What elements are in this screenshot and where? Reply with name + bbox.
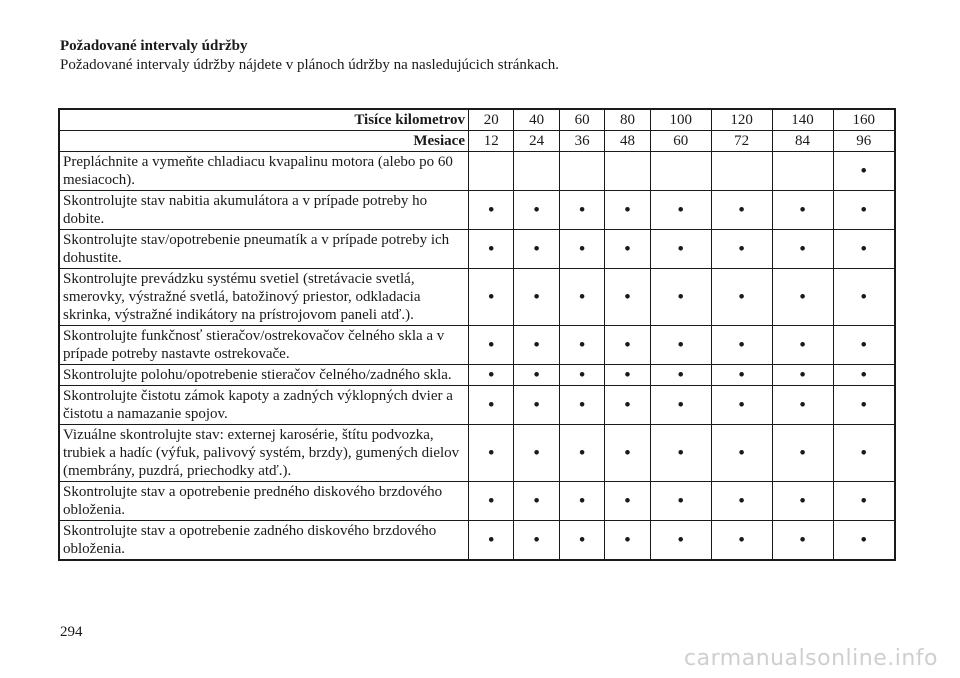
interval-mark: •	[650, 365, 711, 386]
interval-mark: •	[650, 230, 711, 269]
km-value: 120	[711, 109, 772, 131]
interval-mark: •	[514, 365, 559, 386]
interval-mark: •	[833, 230, 895, 269]
interval-mark: •	[833, 269, 895, 326]
interval-mark: •	[514, 191, 559, 230]
table-row	[59, 152, 895, 191]
km-value: 20	[469, 109, 514, 131]
interval-empty	[469, 152, 514, 191]
interval-mark: •	[469, 482, 514, 521]
table-row	[59, 365, 895, 386]
interval-mark: •	[514, 425, 559, 482]
interval-mark: •	[605, 482, 650, 521]
interval-mark: •	[559, 386, 604, 425]
months-value: 48	[605, 131, 650, 152]
interval-mark: •	[469, 326, 514, 365]
km-value: 160	[833, 109, 895, 131]
interval-mark: •	[514, 482, 559, 521]
interval-mark: •	[514, 386, 559, 425]
months-value: 72	[711, 131, 772, 152]
table-row	[59, 326, 895, 365]
km-value: 80	[605, 109, 650, 131]
interval-mark: •	[605, 230, 650, 269]
km-value: 100	[650, 109, 711, 131]
interval-mark: •	[772, 521, 833, 561]
task-description: Skontrolujte prevádzku systému svetiel (stretávacie svetlá, smerovky, výstražné svetlá, batožinový priestor, odkladacia skrinka, výstražné indikátory na prístrojovom paneli atď.).	[59, 269, 469, 326]
interval-mark: •	[772, 386, 833, 425]
interval-mark: •	[605, 521, 650, 561]
interval-mark: •	[469, 365, 514, 386]
task-description: Skontrolujte stav/opotrebenie pneumatík a v prípade potreby ich dohustite.	[59, 230, 469, 269]
interval-mark: •	[559, 191, 604, 230]
interval-mark: •	[711, 191, 772, 230]
interval-mark: •	[711, 521, 772, 561]
months-value: 84	[772, 131, 833, 152]
interval-empty	[711, 152, 772, 191]
interval-mark: •	[605, 326, 650, 365]
interval-mark: •	[469, 425, 514, 482]
interval-mark: •	[650, 425, 711, 482]
maintenance-schedule-table	[58, 108, 896, 561]
interval-mark: •	[559, 269, 604, 326]
interval-empty	[514, 152, 559, 191]
interval-mark: •	[650, 482, 711, 521]
interval-mark: •	[772, 326, 833, 365]
task-description: Skontrolujte polohu/opotrebenie stieračov čelného/zadného skla.	[59, 365, 469, 386]
km-value: 60	[559, 109, 604, 131]
interval-empty	[650, 152, 711, 191]
interval-mark: •	[514, 326, 559, 365]
task-description: Vizuálne skontrolujte stav: externej karosérie, štítu podvozka, trubiek a hadíc (výfuk, palivový systém, brzdy), gumených dielov (membrány, puzdrá, priechodky atď.).	[59, 425, 469, 482]
km-header-row	[59, 109, 895, 131]
interval-mark: •	[833, 326, 895, 365]
interval-mark: •	[772, 191, 833, 230]
interval-mark: •	[833, 191, 895, 230]
interval-mark: •	[469, 269, 514, 326]
interval-mark: •	[469, 230, 514, 269]
table-row	[59, 230, 895, 269]
months-value: 12	[469, 131, 514, 152]
months-header-row	[59, 131, 895, 152]
interval-mark: •	[469, 521, 514, 561]
intro-text: Požadované intervaly údržby nájdete v plánoch údržby na nasledujúcich stránkach.	[60, 57, 559, 73]
interval-mark: •	[605, 269, 650, 326]
interval-mark: •	[605, 191, 650, 230]
interval-mark: •	[514, 230, 559, 269]
interval-mark: •	[772, 365, 833, 386]
table-row	[59, 386, 895, 425]
table-row	[59, 425, 895, 482]
interval-mark: •	[711, 269, 772, 326]
task-description: Skontrolujte stav nabitia akumulátora a v prípade potreby ho dobite.	[59, 191, 469, 230]
task-description: Skontrolujte stav a opotrebenie predného diskového brzdového obloženia.	[59, 482, 469, 521]
interval-mark: •	[559, 521, 604, 561]
interval-mark: •	[833, 365, 895, 386]
page-number: 294	[60, 624, 83, 640]
km-header-label: Tisíce kilometrov	[59, 109, 469, 131]
interval-mark: •	[833, 482, 895, 521]
task-description: Skontrolujte funkčnosť stieračov/ostrekovačov čelného skla a v prípade potreby nastavte ostrekovače.	[59, 326, 469, 365]
months-value: 36	[559, 131, 604, 152]
watermark-text: carmanualsonline.info	[684, 646, 938, 671]
interval-mark: •	[650, 386, 711, 425]
task-description: Skontrolujte čistotu zámok kapoty a zadných výklopných dvier a čistotu a namazanie spojov.	[59, 386, 469, 425]
months-value: 24	[514, 131, 559, 152]
months-header-label: Mesiace	[59, 131, 469, 152]
months-value: 96	[833, 131, 895, 152]
interval-mark: •	[772, 230, 833, 269]
interval-mark: •	[559, 425, 604, 482]
interval-mark: •	[605, 386, 650, 425]
interval-mark: •	[772, 425, 833, 482]
interval-mark: •	[711, 425, 772, 482]
interval-mark: •	[559, 365, 604, 386]
table-row	[59, 269, 895, 326]
interval-mark: •	[559, 482, 604, 521]
interval-mark: •	[711, 365, 772, 386]
km-value: 40	[514, 109, 559, 131]
interval-mark: •	[650, 269, 711, 326]
interval-mark: •	[514, 269, 559, 326]
interval-mark: •	[833, 425, 895, 482]
interval-empty	[605, 152, 650, 191]
months-value: 60	[650, 131, 711, 152]
table-row	[59, 191, 895, 230]
interval-mark: •	[469, 386, 514, 425]
interval-mark: •	[833, 386, 895, 425]
task-description: Skontrolujte stav a opotrebenie zadného diskového brzdového obloženia.	[59, 521, 469, 561]
interval-empty	[559, 152, 604, 191]
task-description: Prepláchnite a vymeňte chladiacu kvapalinu motora (alebo po 60 mesiacoch).	[59, 152, 469, 191]
interval-mark: •	[650, 191, 711, 230]
interval-mark: •	[711, 482, 772, 521]
interval-mark: •	[711, 326, 772, 365]
km-value: 140	[772, 109, 833, 131]
table-row	[59, 482, 895, 521]
interval-mark: •	[833, 521, 895, 561]
interval-mark: •	[514, 521, 559, 561]
interval-mark: •	[559, 230, 604, 269]
interval-mark: •	[605, 365, 650, 386]
interval-mark: •	[469, 191, 514, 230]
interval-empty	[772, 152, 833, 191]
interval-mark: •	[833, 152, 895, 191]
interval-mark: •	[650, 521, 711, 561]
table-row	[59, 521, 895, 561]
interval-mark: •	[559, 326, 604, 365]
interval-mark: •	[772, 269, 833, 326]
interval-mark: •	[605, 425, 650, 482]
interval-mark: •	[711, 230, 772, 269]
interval-mark: •	[772, 482, 833, 521]
section-heading: Požadované intervaly údržby	[60, 38, 248, 54]
interval-mark: •	[711, 386, 772, 425]
interval-mark: •	[650, 326, 711, 365]
